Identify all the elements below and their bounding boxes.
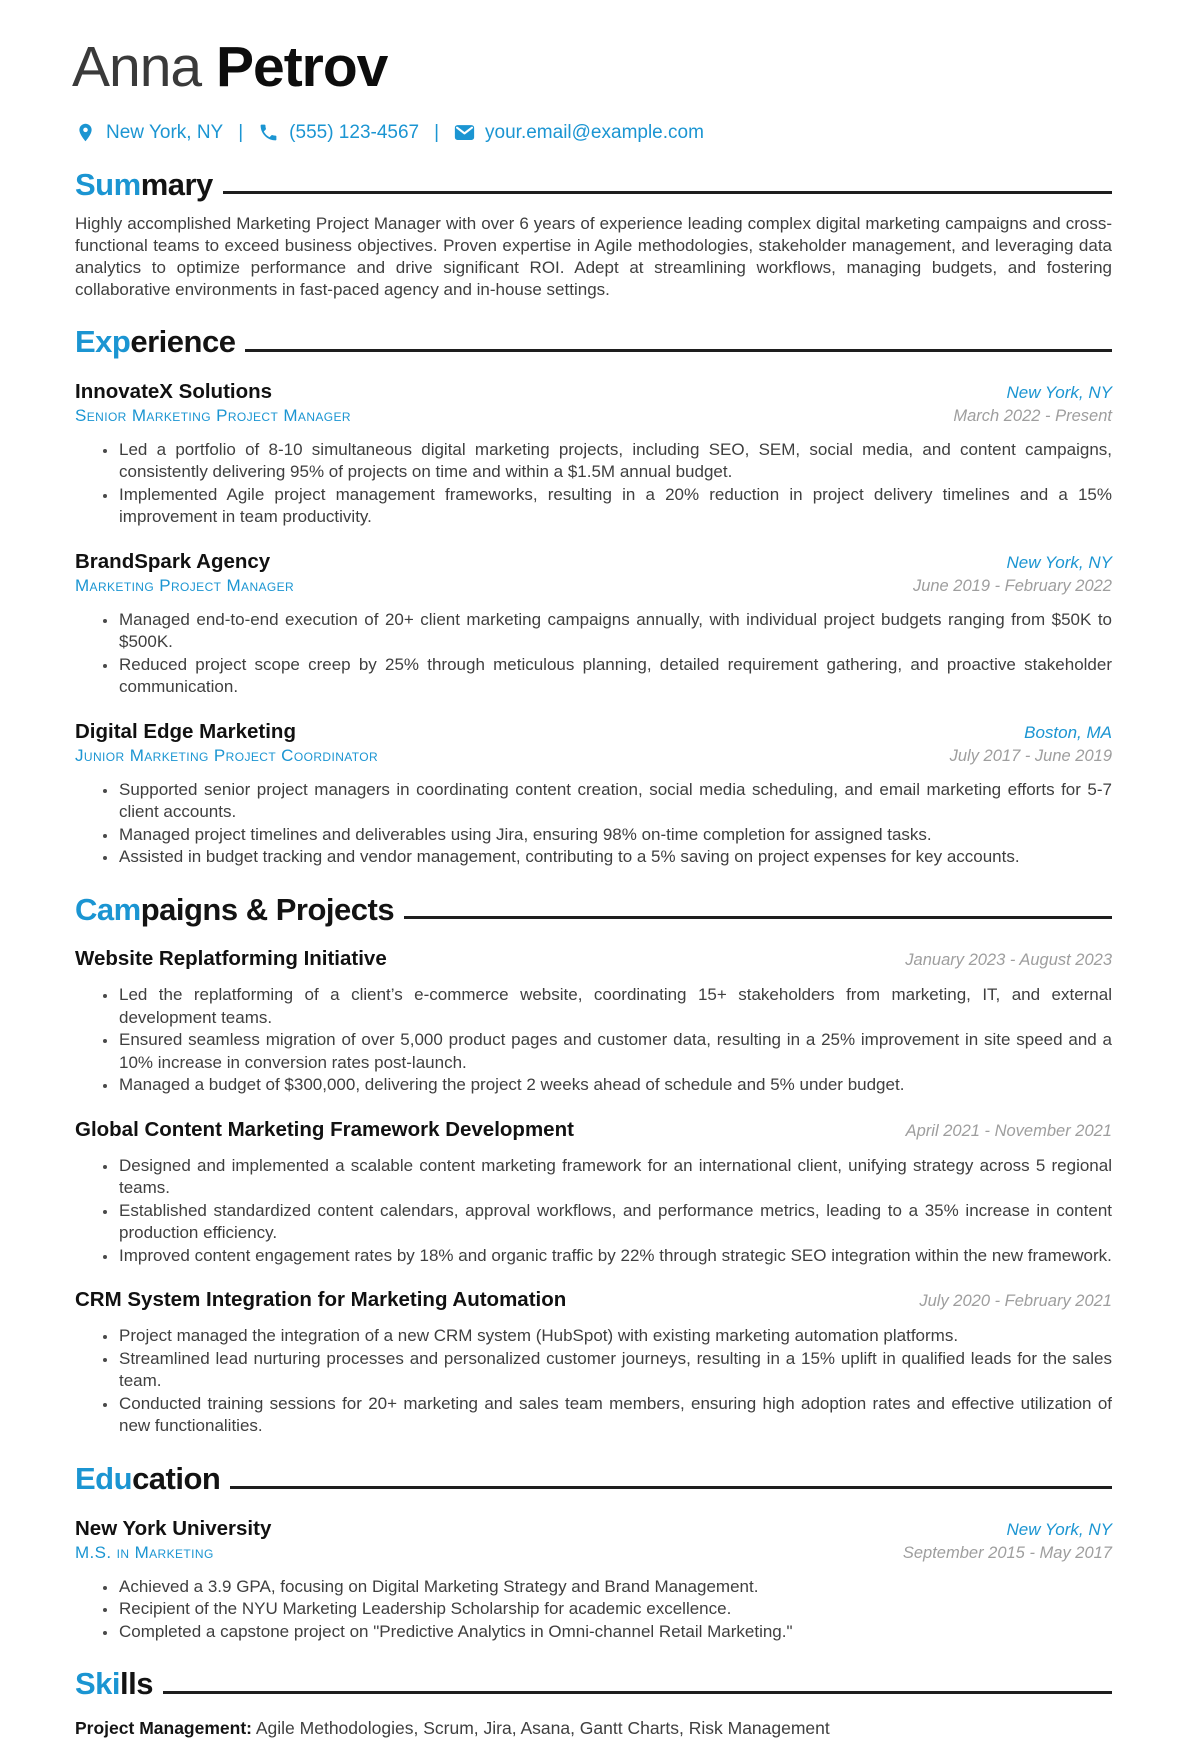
- experience-title: Experience: [75, 324, 236, 360]
- company-location: Boston, MA: [1024, 722, 1112, 742]
- heading-rule: [245, 349, 1112, 352]
- job-dates: March 2022 - Present: [953, 406, 1112, 425]
- education-dates: September 2015 - May 2017: [902, 1543, 1112, 1562]
- job-dates: June 2019 - February 2022: [912, 576, 1112, 595]
- list-item: Completed a capstone project on "Predictive Analytics in Omni-channel Retail Marketing.": [75, 1621, 1112, 1644]
- email-icon: [454, 122, 475, 143]
- list-item: Managed end-to-end execution of 20+ client marketing campaigns annually, with individual project budgets ranging from $50K to $500K.: [75, 609, 1112, 654]
- education-entry: [75, 1517, 1112, 1644]
- degree: M.S. in Marketing: [75, 1542, 214, 1562]
- section-heading-skills: [75, 1668, 1112, 1701]
- contact-row: [75, 122, 1112, 144]
- bullet-dot: [103, 494, 107, 498]
- company-location: New York, NY: [1006, 382, 1112, 402]
- bullet-dot: [103, 1039, 107, 1043]
- list-item: Streamlined lead nurturing processes and personalized customer journeys, resulting in a 15% uplift in qualified leads for the sales team.: [75, 1348, 1112, 1393]
- bullet-dot: [103, 1608, 107, 1612]
- job-title: Marketing Project Manager: [75, 575, 295, 595]
- project-dates: July 2020 - February 2021: [919, 1292, 1112, 1311]
- bullet-dot: [103, 1631, 107, 1635]
- project-entry: [75, 947, 1112, 1097]
- first-name: Anna: [72, 35, 202, 99]
- company-location: New York, NY: [1006, 552, 1112, 572]
- contact-separator: |: [238, 121, 244, 143]
- list-item: Managed project timelines and deliverables using Jira, ensuring 98% on-time completion for assigned tasks.: [75, 824, 1112, 847]
- project-name: CRM System Integration for Marketing Automation: [75, 1288, 567, 1312]
- contact-email: your.email@example.com: [485, 121, 704, 143]
- section-heading-projects: [75, 891, 1112, 927]
- company-name: Digital Edge Marketing: [75, 719, 296, 743]
- summary-title: Summary: [75, 166, 213, 202]
- school-name: New York University: [75, 1516, 272, 1540]
- list-item: Managed a budget of $300,000, delivering the project 2 weeks ahead of schedule and 5% under budget.: [75, 1074, 1112, 1097]
- section-heading-experience: [75, 326, 1112, 359]
- contact-separator: |: [434, 121, 440, 143]
- skills-category-values: Agile Methodologies, Scrum, Jira, Asana, Gantt Charts, Risk Management: [251, 1717, 830, 1738]
- heading-rule: [230, 1486, 1112, 1489]
- bullet-dot: [103, 994, 107, 998]
- project-entry: [75, 1288, 1112, 1438]
- name-heading: [72, 35, 1112, 99]
- list-item: Led a portfolio of 8-10 simultaneous digital marketing projects, including SEO, SEM, social media, and content campaigns, consistently delivering 95% of projects on time and within a $1.5M annual budget.: [75, 439, 1112, 484]
- phone-icon: [258, 122, 279, 143]
- list-item: Led the replatforming of a client’s e-commerce website, coordinating 15+ stakeholders from marketing, IT, and external development teams.: [75, 984, 1112, 1029]
- list-item: Recipient of the NYU Marketing Leadership Scholarship for academic excellence.: [75, 1598, 1112, 1621]
- bullet-dot: [103, 1165, 107, 1169]
- list-item: Established standardized content calendars, approval workflows, and performance metrics, leading to a 35% increase in content production efficiency.: [75, 1200, 1112, 1245]
- bullet-dot: [103, 619, 107, 623]
- project-entry: [75, 1118, 1112, 1268]
- bullet-dot: [103, 664, 107, 668]
- bullet-dot: [103, 1358, 107, 1362]
- list-item: Reduced project scope creep by 25% through meticulous planning, detailed requirement gathering, and proactive stakeholder communication.: [75, 654, 1112, 699]
- section-heading-education: [75, 1460, 1112, 1496]
- list-item: Implemented Agile project management frameworks, resulting in a 20% reduction in project delivery timelines and a 15% improvement in team productivity.: [75, 484, 1112, 529]
- list-item: Ensured seamless migration of over 5,000 product pages and customer data, resulting in a 25% improvement in site speed and a 10% increase in conversion rates post-launch.: [75, 1029, 1112, 1074]
- heading-rule: [163, 1691, 1112, 1694]
- job-dates: July 2017 - June 2019: [949, 746, 1112, 765]
- company-name: BrandSpark Agency: [75, 549, 271, 573]
- experience-entry: [75, 720, 1112, 869]
- list-item: Assisted in budget tracking and vendor management, contributing to a 5% saving on project expenses for key accounts.: [75, 846, 1112, 869]
- last-name: Petrov: [215, 35, 388, 99]
- bullet-dot: [103, 856, 107, 860]
- bullet-dot: [103, 834, 107, 838]
- skills-category-label: Project Management:: [75, 1717, 252, 1738]
- education-title: Education: [75, 1460, 221, 1496]
- project-name: Global Content Marketing Framework Development: [75, 1117, 574, 1141]
- bullet-dot: [103, 1084, 107, 1088]
- list-item: Designed and implemented a scalable content marketing framework for an international client, unifying strategy across 5 regional teams.: [75, 1155, 1112, 1200]
- list-item: Project managed the integration of a new CRM system (HubSpot) with existing marketing automation platforms.: [75, 1325, 1112, 1348]
- bullet-dot: [103, 1403, 107, 1407]
- bullet-dot: [103, 1255, 107, 1259]
- project-name: Website Replatforming Initiative: [75, 947, 387, 971]
- school-location: New York, NY: [1006, 1519, 1112, 1539]
- summary-text: Highly accomplished Marketing Project Manager with over 6 years of experience leading complex digital marketing campaigns and cross-functional teams to exceed business objectives. Proven expertise in Agile methodologies, stakeholder management, and leveraging data analytics to optimize performance and drive significant ROI. Adept at streamlining workflows, managing budgets, and fostering collaborative environments in fast-paced agency and in-house settings.: [75, 214, 1112, 300]
- location-pin-icon: [75, 122, 96, 143]
- section-heading-summary: [75, 166, 1112, 202]
- list-item: Conducted training sessions for 20+ marketing and sales team members, ensuring high adoption rates and effective utilization of new functionalities.: [75, 1393, 1112, 1438]
- experience-entry: [75, 380, 1112, 529]
- bullet-dot: [103, 449, 107, 453]
- job-title: Junior Marketing Project Coordinator: [75, 745, 379, 765]
- contact-phone: (555) 123-4567: [289, 121, 420, 143]
- contact-location: New York, NY: [106, 121, 224, 143]
- list-item: Achieved a 3.9 GPA, focusing on Digital Marketing Strategy and Brand Management.: [75, 1576, 1112, 1599]
- experience-entry: [75, 550, 1112, 699]
- heading-rule: [223, 191, 1112, 194]
- skills-category-project-management: [75, 1717, 1112, 1740]
- company-name: InnovateX Solutions: [75, 379, 273, 403]
- heading-rule: [404, 916, 1112, 919]
- projects-title: Campaigns & Projects: [75, 891, 395, 927]
- bullet-dot: [103, 789, 107, 793]
- job-title: Senior Marketing Project Manager: [75, 405, 351, 425]
- list-item: Supported senior project managers in coordinating content creation, social media scheduling, and email marketing efforts for 5-7 client accounts.: [75, 779, 1112, 824]
- project-dates: January 2023 - August 2023: [905, 951, 1112, 970]
- list-item: Improved content engagement rates by 18% and organic traffic by 22% through strategic SEO integration within the new framework.: [75, 1245, 1112, 1268]
- skills-title: Skills: [75, 1666, 153, 1702]
- bullet-dot: [103, 1335, 107, 1339]
- bullet-dot: [103, 1210, 107, 1214]
- bullet-dot: [103, 1586, 107, 1590]
- project-dates: April 2021 - November 2021: [905, 1121, 1112, 1140]
